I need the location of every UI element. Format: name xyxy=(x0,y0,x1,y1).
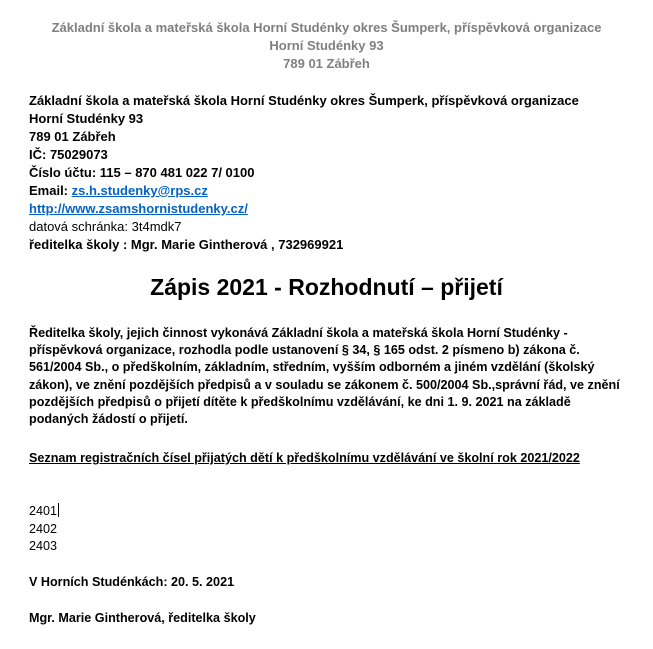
contact-block xyxy=(29,92,579,254)
contact-databox: datová schránka: 3t4mdk7 xyxy=(29,219,182,234)
letterhead-city: 789 01 Zábřeh xyxy=(283,56,370,71)
signature-line: Mgr. Marie Gintherová, ředitelka školy xyxy=(29,611,256,625)
page-title: Zápis 2021 - Rozhodnutí – přijetí xyxy=(150,274,503,300)
registration-number: 2402 xyxy=(29,521,58,536)
place-and-date: V Horních Studénkách: 20. 5. 2021 xyxy=(29,575,235,589)
paragraph-line: zákon), ve znění pozdějších předpisů a v souladu se zákonem č. 500/2004 Sb.,správní řád, ve znění xyxy=(29,377,620,392)
contact-email-row xyxy=(29,182,579,200)
text-cursor xyxy=(58,503,59,517)
contact-org-name: Základní škola a mateřská škola Horní Studénky okres Šumperk, příspěvková organizace xyxy=(29,93,579,108)
decision-paragraph xyxy=(29,325,629,428)
email-link[interactable]: zs.h.studenky@rps.cz xyxy=(71,183,208,198)
paragraph-line: příspěvková organizace, rozhodla podle ustanovení § 34, § 165 odst. 2 písmeno b) zákona č. xyxy=(29,343,580,358)
contact-website-row xyxy=(29,200,579,218)
registration-list-heading: Seznam registračních čísel přijatých dětí k předškolnímu vzdělávání ve školní rok 2021/2022 xyxy=(29,451,580,465)
list-item xyxy=(29,538,59,556)
contact-street: Horní Studénky 93 xyxy=(29,111,144,126)
email-label: Email: xyxy=(29,183,72,198)
letterhead-org-name: Základní škola a mateřská škola Horní Studénky okres Šumperk, příspěvková organizace xyxy=(51,20,602,35)
letterhead xyxy=(0,19,653,73)
contact-account: Číslo účtu: 115 – 870 481 022 7/ 0100 xyxy=(29,165,255,180)
paragraph-line: pozdějších předpisů o přijetí dítěte k předškolnímu vzdělávání, ke dni 1. 9. 2021 na základě xyxy=(29,394,571,409)
paragraph-line: Ředitelka školy, jejich činnost vykonává Základní škola a mateřská škola Horní Studénky - xyxy=(29,326,568,340)
paragraph-line: podaných žádostí o přijetí. xyxy=(29,412,188,427)
website-link[interactable]: http://www.zsamshornistudenky.cz/ xyxy=(29,201,248,216)
contact-city: 789 01 Zábřeh xyxy=(29,129,116,144)
list-item xyxy=(29,503,59,521)
registration-number: 2403 xyxy=(29,539,58,554)
paragraph-line: 561/2004 Sb., o předškolním, základním, středním, vyšším odborném a jiném vzdělání (školský xyxy=(29,360,595,375)
letterhead-street: Horní Studénky 93 xyxy=(269,38,384,53)
contact-ico: IČ: 75029073 xyxy=(29,147,108,162)
contact-director: ředitelka školy : Mgr. Marie Gintherová , 732969921 xyxy=(29,237,344,252)
registration-number-list xyxy=(29,503,59,556)
registration-number: 2401 xyxy=(29,504,58,518)
list-item xyxy=(29,521,59,539)
